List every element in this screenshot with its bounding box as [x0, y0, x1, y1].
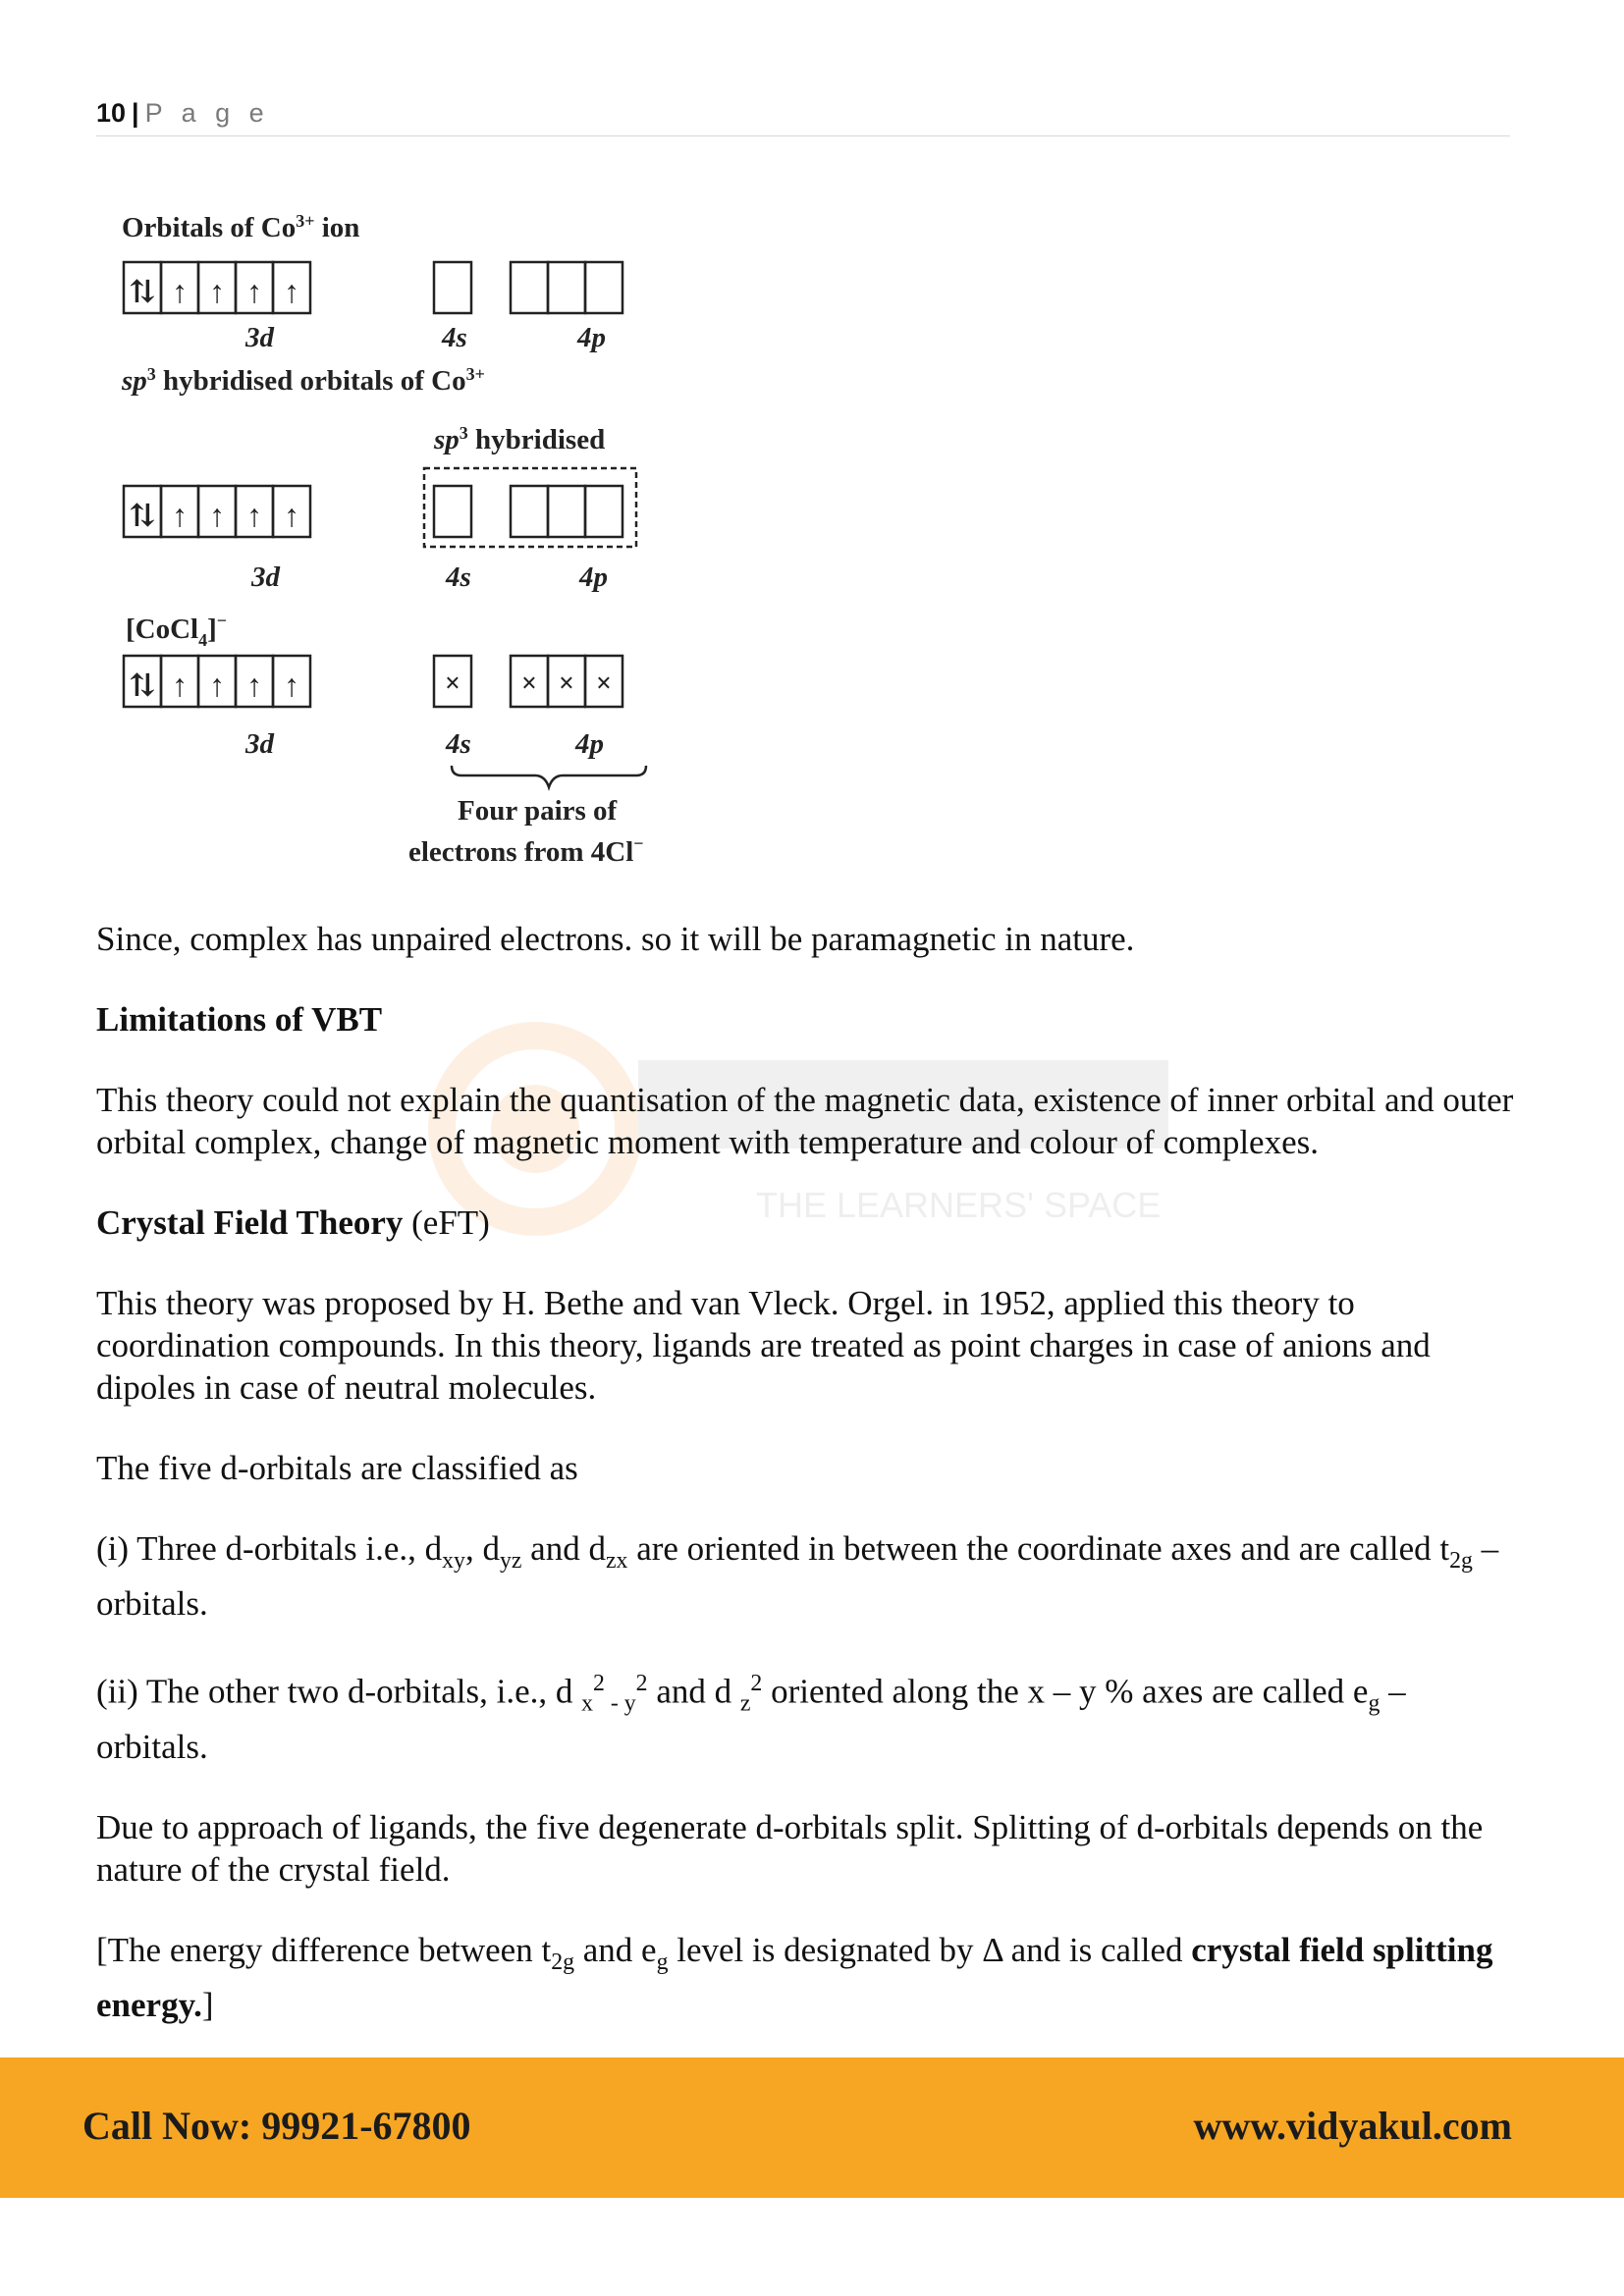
electron-arrow: ⇅	[129, 274, 156, 309]
electron-arrow: ↑	[172, 667, 188, 703]
electron-arrow: ⇅	[129, 667, 156, 703]
electron-arrow: ↑	[209, 498, 225, 533]
website-link[interactable]: www.vidyakul.com	[1193, 2104, 1512, 2148]
label-sp3-box: sp	[434, 424, 460, 455]
title-orbitals-co: Orbitals of Co	[122, 212, 297, 243]
label-4p-row3: 4p	[575, 728, 604, 760]
heading-limitations-vbt: Limitations of VBT	[96, 1000, 383, 1039]
orbital-box	[434, 262, 471, 313]
electron-arrow: ↑	[246, 274, 262, 309]
paragraph-paramagnetic: Since, complex has unpaired electrons. so it will be paramagnetic in nature.	[96, 920, 1135, 958]
label-3d-row3: 3d	[245, 728, 274, 760]
watermark-tagline: THE LEARNERS' SPACE	[756, 1185, 1162, 1225]
paragraph-bethe: This theory was proposed by H. Bethe and van Vleck. Orgel. in 1952, applied this theory to coordination compounds. In this theory, ligands are treated as point charges in case of anions and dipoles in case of neutral molecules.	[96, 1284, 1431, 1407]
svg-text:sp3 hybridised orbitals of Co3: $sp^3$ hybridised orbitals of $Co^{3+}$	[122, 364, 485, 397]
svg-text:[CoCl4]−: [CoCl$_4$]−	[126, 611, 228, 650]
electron-arrow: ↑	[284, 498, 299, 533]
electron-arrow: ⇅	[129, 498, 156, 533]
electron-arrow: ×	[445, 668, 460, 699]
label-4s-row1: 4s	[442, 322, 467, 353]
orbital-box	[585, 486, 623, 537]
main-content	[96, 918, 1520, 2064]
orbital-box	[548, 486, 585, 537]
label-4s-row2: 4s	[446, 561, 471, 593]
electron-arrow: ↑	[246, 498, 262, 533]
orbital-box	[434, 486, 471, 537]
electron-arrow: ↑	[172, 274, 188, 309]
call-now-text: Call Now: 99921-67800	[82, 2104, 471, 2148]
page-header	[96, 98, 1510, 136]
orbital-box	[511, 486, 548, 537]
svg-text:sp3 hybridised: $sp^3$ hybridised	[434, 423, 606, 455]
orbital-diagram	[108, 201, 736, 888]
orbital-box	[424, 468, 636, 547]
label-4s-row3: 4s	[446, 728, 471, 760]
paragraph-eg: (ii) The other two d-orbitals, i.e., d $_x^2$ $_{- y}^2$ and d $_z^2$ oriented along the x – y % axes are called $e_g$ – orbitals.	[96, 1671, 1406, 1766]
note-line2: electrons from 4Cl	[408, 836, 634, 868]
electron-arrow: ↑	[284, 274, 299, 309]
orbital-box	[511, 262, 548, 313]
electron-arrow: ↑	[172, 498, 188, 533]
paragraph-five-d: The five d-orbitals are classified as	[96, 1449, 578, 1487]
note-line1: Four pairs of	[458, 795, 618, 827]
label-3d-row1: 3d	[245, 322, 274, 353]
footer-bar	[0, 2057, 1624, 2198]
electron-arrow: ↑	[284, 667, 299, 703]
electron-arrow: ↑	[209, 667, 225, 703]
paragraph-t2g: (i) Three d-orbitals i.e., $d_{xy}$, $d_{yz}$ and $d_{zx}$ are oriented in between the coordinate axes and are called $t_{2g}$ – orbitals.	[96, 1529, 1499, 1623]
svg-text:electrons from 4Cl−: electrons from 4Cl−	[408, 833, 644, 868]
page-number: 10	[96, 98, 127, 128]
svg-text:Orbitals of Co3+ ion: Orbitals of $Co^{3+}$ ion	[122, 211, 360, 243]
label-4p-row2: 4p	[579, 561, 608, 593]
electron-arrow: ↑	[209, 274, 225, 309]
electron-arrow: ↑	[246, 667, 262, 703]
heading-cft-abbrev: (eFT)	[403, 1203, 490, 1242]
brace	[452, 766, 646, 787]
paragraph-cfse: [The energy difference between $t_{2g}$ and $e_g$ level is designated by Δ and is called crystal field splitting energy.]	[96, 1930, 1493, 2024]
electron-arrow: ×	[521, 668, 537, 699]
page-label: P a g e	[144, 98, 270, 128]
title-cocl4: [CoCl	[126, 614, 199, 645]
paragraph-limitations: This theory could not explain the quantisation of the magnetic data, existence of inner orbital and outer orbital complex, change of magnetic moment with temperature and colour of complexes.	[96, 1081, 1514, 1161]
heading-crystal-field-theory: Crystal Field Theory	[96, 1203, 404, 1242]
electron-arrow: ×	[559, 668, 574, 699]
header-separator: |	[132, 98, 139, 128]
orbital-box	[585, 262, 623, 313]
electron-arrow: ×	[596, 668, 612, 699]
label-3d-row2: 3d	[251, 561, 280, 593]
label-4p-row1: 4p	[577, 322, 606, 353]
paragraph-splitting: Due to approach of ligands, the five degenerate d-orbitals split. Splitting of d-orbitals depends on the nature of the crystal field.	[96, 1807, 1484, 1889]
title-sp3-hybridised: sp	[122, 365, 147, 397]
orbital-box	[548, 262, 585, 313]
